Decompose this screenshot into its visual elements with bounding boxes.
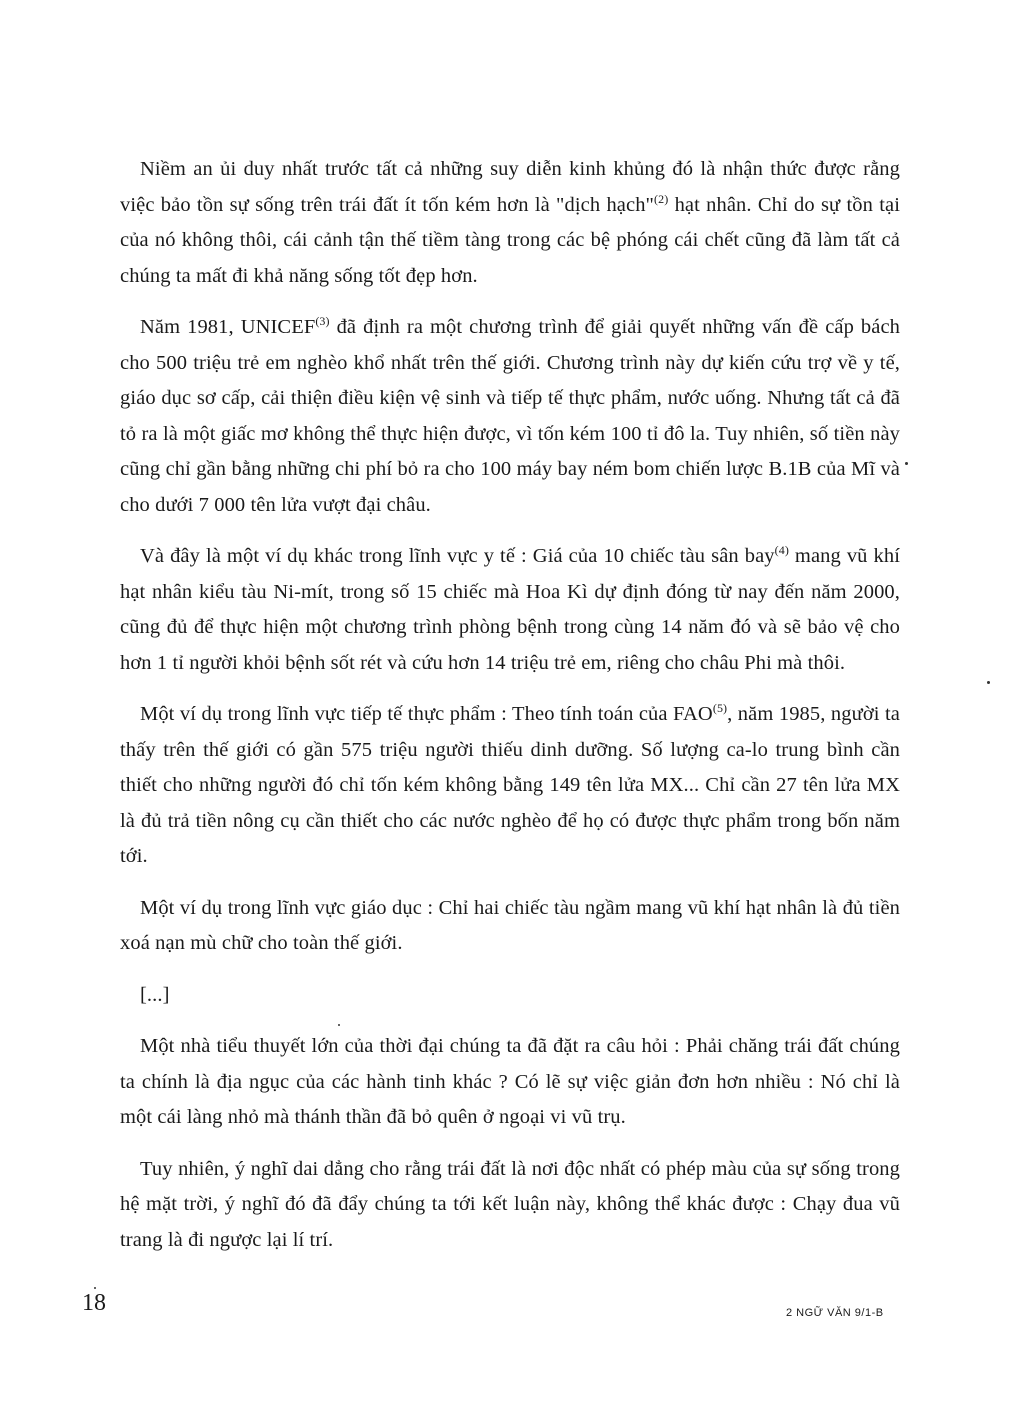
footnote-ref-4: (4) [774, 543, 789, 558]
scan-speck [987, 681, 990, 684]
paragraph-text: , năm 1985, người ta thấy trên thế giới có gần 575 triệu người thiếu dinh dưỡng. Số lượng ca-lo trung bình cần thiết cho những người đó chỉ tốn kém không bằng 149 tên lửa MX... Chỉ cần 27 tên lửa MX là đủ trả tiền nông cụ cần thiết cho các nước nghèo để họ có được thực phẩm trong bốn năm tới. [120, 703, 900, 867]
paragraph-text: [...] [140, 983, 170, 1006]
paragraph-6 [120, 1029, 900, 1136]
paragraph-text: Niềm an ủi duy nhất trước tất cả những suy diễn kinh khủng đó là nhận thức được rằng việc bảo tồn sự sống trên trái đất ít tốn kém hơn là "dịch hạch" [120, 158, 900, 216]
paragraph-5 [120, 891, 900, 962]
paragraph-text: đã định ra một chương trình để giải quyết những vấn đề cấp bách cho 500 triệu trẻ em nghèo khổ nhất trên thế giới. Chương trình này dự kiến cứu trợ về y tế, giáo dục sơ cấp, cải thiện điều kiện vệ sinh và tiếp tế thực phẩm, nước uống. Nhưng tất cả đã tỏ ra là một giấc mơ không thể thực hiện được, vì tốn kém 100 tỉ đô la. Tuy nhiên, số tiền này cũng chỉ gần bằng những chi phí bỏ ra cho 100 máy bay ném bom chiến lược B.1B của Mĩ và cho dưới 7 000 tên lửa vượt đại châu. [120, 316, 900, 516]
paragraph-3 [120, 539, 900, 681]
scan-speck [94, 1287, 96, 1289]
page-body [120, 152, 900, 1274]
scan-speck [338, 1024, 340, 1026]
book-code: 2 NGỮ VĂN 9/1-B [786, 1307, 884, 1319]
page-number: 18 [82, 1290, 106, 1316]
paragraph-text: Một ví dụ trong lĩnh vực giáo dục : Chỉ hai chiếc tàu ngầm mang vũ khí hạt nhân là đủ tiền xoá nạn mù chữ cho toàn thế giới. [120, 896, 900, 954]
paragraph-text: Và đây là một ví dụ khác trong lĩnh vực y tế : Giá của 10 chiếc tàu sân bay [140, 545, 775, 567]
paragraph-text: Một nhà tiểu thuyết lớn của thời đại chúng ta đã đặt ra câu hỏi : Phải chăng trái đất chúng ta chính là địa ngục của các hành tinh khác ? Có lẽ sự việc giản đơn hơn nhiều : Nó chỉ là một cái làng nhỏ mà thánh thần đã bỏ quên ở ngoại vi vũ trụ. [120, 1035, 900, 1128]
footnote-ref-2: (2) [654, 191, 669, 206]
paragraph-text: Một ví dụ trong lĩnh vực tiếp tế thực phẩm : Theo tính toán của FAO [140, 703, 713, 725]
footnote-ref-3: (3) [315, 314, 330, 329]
paragraph-1 [120, 152, 900, 294]
paragraph-text: Năm 1981, UNICEF [140, 316, 316, 338]
paragraph-text: hạt nhân. Chỉ do sự tồn tại của nó không thôi, cái cảnh tận thế tiềm tàng trong các bệ phóng cái chết cũng đã làm tất cả chúng ta mất đi khả năng sống tốt đẹp hơn. [120, 193, 900, 287]
omission-mark [120, 978, 900, 1014]
paragraph-4 [120, 697, 900, 875]
scan-speck [905, 462, 908, 465]
footnote-ref-5: (5) [712, 701, 728, 716]
paragraph-7 [120, 1152, 900, 1259]
paragraph-text: Tuy nhiên, ý nghĩ dai dẳng cho rằng trái đất là nơi độc nhất có phép màu của sự sống trong hệ mặt trời, ý nghĩ đó đã đẩy chúng ta tới kết luận này, không thể khác được : Chạy đua vũ trang là đi ngược lại lí trí. [120, 1157, 900, 1251]
paragraph-2 [120, 310, 900, 523]
paragraph-text: mang vũ khí hạt nhân kiểu tàu Ni-mít, trong số 15 chiếc mà Hoa Kì dự định đóng từ nay đến năm 2000, cũng đủ để thực hiện một chương trình phòng bệnh trong cùng 14 năm đó và sẽ bảo vệ cho hơn 1 tỉ người khỏi bệnh sốt rét và cứu hơn 14 triệu trẻ em, riêng cho châu Phi mà thôi. [120, 545, 900, 674]
